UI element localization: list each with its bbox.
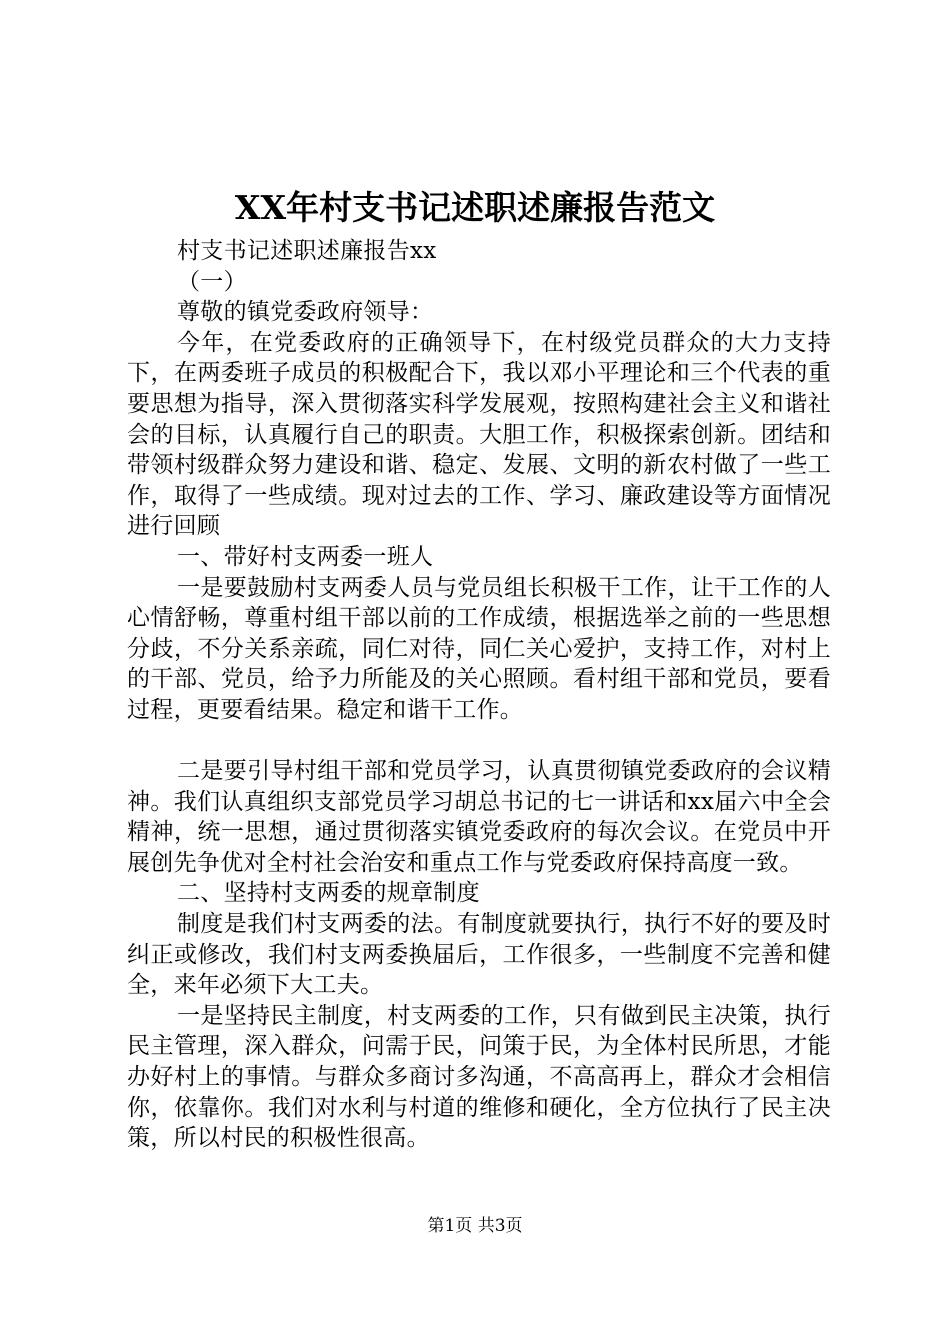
document-body (127, 236, 831, 1154)
paragraph-democracy: 一是坚持民主制度，村支两委的工作，只有做到民主决策，执行民主管理，深入群众，问需于民，问策于民，为全体村民所思，才能办好村上的事情。与群众多商讨多沟通，不高高再上，群众才会相信你，依靠你。我们对水利与村道的维修和硬化，全方位执行了民主决策，所以村民的积极性很高。 (127, 1002, 831, 1152)
page-footer: 第1页 共3页 (427, 1216, 523, 1236)
paragraph-intro: 今年，在党委政府的正确领导下，在村级党员群众的大力支持下，在两委班子成员的积极配合下，我以邓小平理论和三个代表的重要思想为指导，深入贯彻落实科学发展观，按照构建社会主义和谐社会的目标，认真履行自己的职责。大胆工作，积极探索创新。团结和带领村级群众努力建设和谐、稳定、发展、文明的新农村做了一些工作，取得了一些成绩。现对过去的工作、学习、廉政建设等方面情况进行回顾 (127, 329, 831, 540)
paragraph-rules: 制度是我们村支两委的法。有制度就要执行，执行不好的要及时纠正或修改，我们村支两委换届后，工作很多，一些制度不完善和健全，来年必须下大工夫。 (127, 911, 831, 999)
paragraph-point-1: 一是要鼓励村支两委人员与党员组长积极干工作，让干工作的人心情舒畅，尊重村组干部以前的工作成绩，根据选举之前的一些思想分歧，不分关系亲疏，同仁对待，同仁关心爱护，支持工作，对村上的干部、党员，给予力所能及的关心照顾。看村组干部和党员，要看过程，更要看结果。稳定和谐干工作。 (127, 574, 831, 723)
section-heading-1: 一、带好村支两委一班人 (177, 543, 434, 570)
paragraph-salutation: 尊敬的镇党委政府领导： (177, 299, 434, 326)
section-heading-2: 二、坚持村支两委的规章制度 (177, 880, 480, 907)
paragraph-point-2: 二是要引导村组干部和党员学习，认真贯彻镇党委政府的会议精神。我们认真组织支部党员学习胡总书记的七一讲话和xx届六中全会精神，统一思想，通过贯彻落实镇党委政府的每次会议。在党员中开展创先争优对全村社会治安和重点工作与党委政府保持高度一致。 (127, 758, 831, 876)
paragraph-subtitle: 村支书记述职述廉报告xx (177, 238, 437, 264)
paragraph-section-number: （一） (177, 268, 247, 295)
document-title: XX年村支书记述职述廉报告范文 (234, 188, 716, 227)
